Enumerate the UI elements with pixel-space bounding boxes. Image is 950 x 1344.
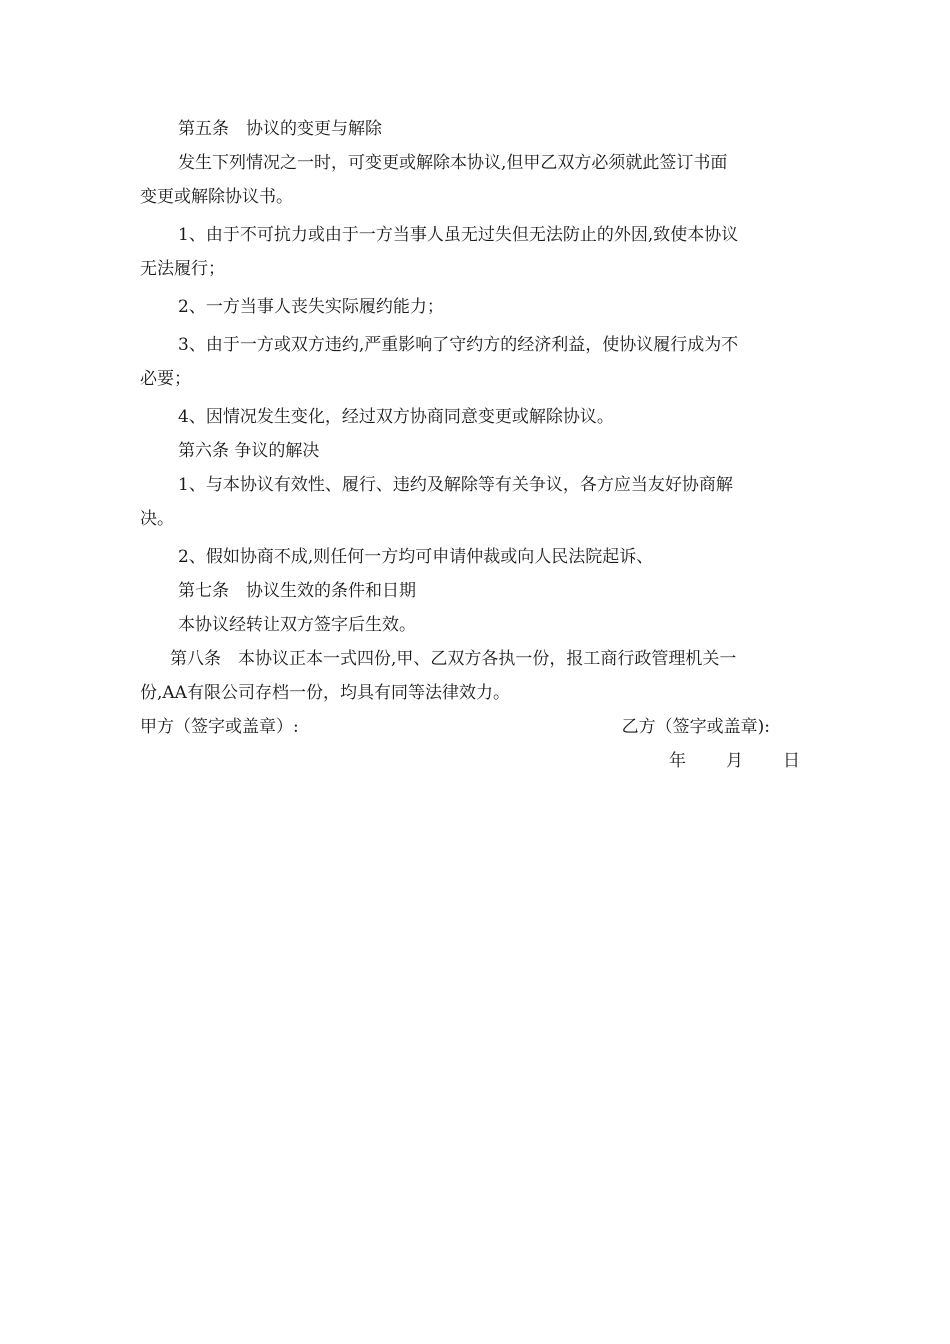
date-day-label: 日 (783, 751, 800, 771)
date-month-label: 月 (726, 751, 743, 771)
article5-item3-line2: 必要； (140, 369, 191, 389)
article6-item1-line1: 1、与本协议有效性、履行、违约及解除等有关争议，各方应当友好协商解 (178, 475, 733, 495)
article8-line1: 第八条 本协议正本一式四份,甲、乙双方各执一份，报工商行政管理机关一 (170, 649, 737, 669)
article5-intro-line2: 变更或解除协议书。 (140, 187, 293, 207)
article5-item2: 2、一方当事人丧失实际履约能力； (178, 297, 444, 317)
contract-page (140, 112, 812, 778)
article6-item1-line2: 决。 (140, 509, 174, 529)
article8-line2: 份,AA有限公司存档一份，均具有同等法律效力。 (140, 683, 510, 703)
article5-heading: 第五条 协议的变更与解除 (178, 119, 382, 139)
party-a-signature-label: 甲方（签字或盖章）: (140, 717, 299, 737)
article5-item3-line1: 3、由于一方或双方违约,严重影响了守约方的经济利益，使协议履行成为不 (178, 335, 739, 355)
party-b-signature-label: 乙方（签字或盖章): (621, 717, 770, 737)
article7-body: 本协议经转让双方签字后生效。 (178, 615, 416, 635)
date-year-label: 年 (669, 751, 686, 771)
article6-heading: 第六条 争议的解决 (178, 441, 320, 461)
article5-item4: 4、因情况发生变化，经过双方协商同意变更或解除协议。 (178, 407, 614, 427)
article5-intro-line1: 发生下列情况之一时，可变更或解除本协议,但甲乙双方必须就此签订书面 (178, 153, 728, 173)
article5-item1-line1: 1、由于不可抗力或由于一方当事人虽无过失但无法防止的外因,致使本协议 (178, 225, 739, 245)
article5-item1-line2: 无法履行； (140, 259, 225, 279)
signature-date-row (140, 744, 812, 778)
article6-item2: 2、假如协商不成,则任何一方均可申请仲裁或向人民法院起诉、 (178, 547, 654, 567)
article7-heading: 第七条 协议生效的条件和日期 (178, 581, 416, 601)
signature-row (140, 710, 812, 744)
